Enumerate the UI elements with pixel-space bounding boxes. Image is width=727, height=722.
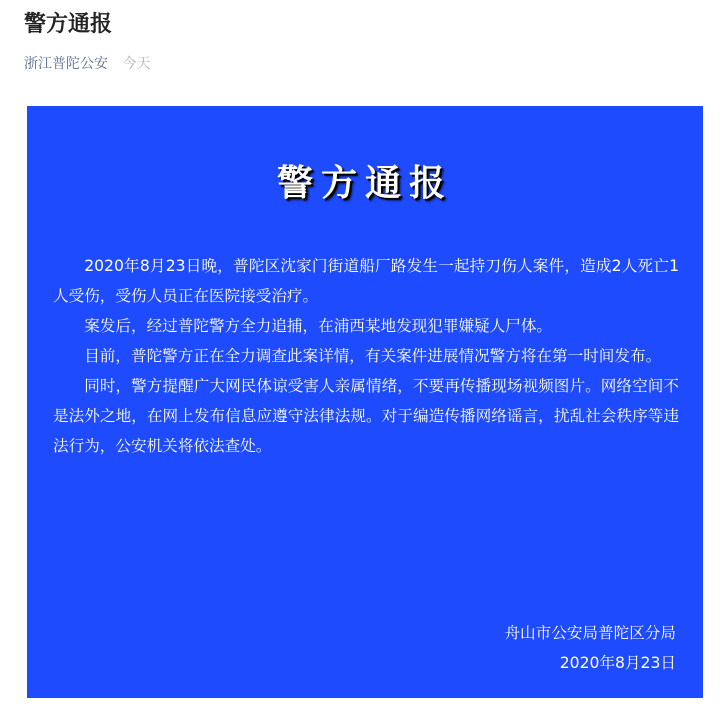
notice-image [27,106,703,698]
notice-body [53,251,679,461]
notice-paragraph: 案发后，经过普陀警方全力追捕，在浦西某地发现犯罪嫌疑人尸体。 [84,317,553,335]
account-name-link[interactable]: 浙江普陀公安 [24,56,108,72]
notice-date: 2020年8月23日 [559,654,676,672]
article-meta [24,54,150,74]
article-title: 警方通报 [24,12,113,37]
notice-paragraph: 目前，普陀警方正在全力调查此案详情，有关案件进展情况警方将在第一时间发布。 [84,347,662,365]
notice-paragraph: 2020年8月23日晚，普陀区沈家门街道船厂路发生一起持刀伤人案件，造成2人死亡1人受伤，受伤人员正在医院接受治疗。 [53,257,679,305]
notice-signature-block [504,618,676,678]
notice-signature: 舟山市公安局普陀区分局 [504,624,676,642]
notice-paragraph: 同时，警方提醒广大网民体谅受害人亲属情绪，不要再传播现场视频图片。网络空间不是法外之地，在网上发布信息应遵守法律法规。对于编造传播网络谣言，扰乱社会秩序等违法行为，公安机关将依法查处。 [53,377,679,455]
notice-heading: 警方通报 [276,163,453,204]
publish-time: 今天 [122,56,151,72]
